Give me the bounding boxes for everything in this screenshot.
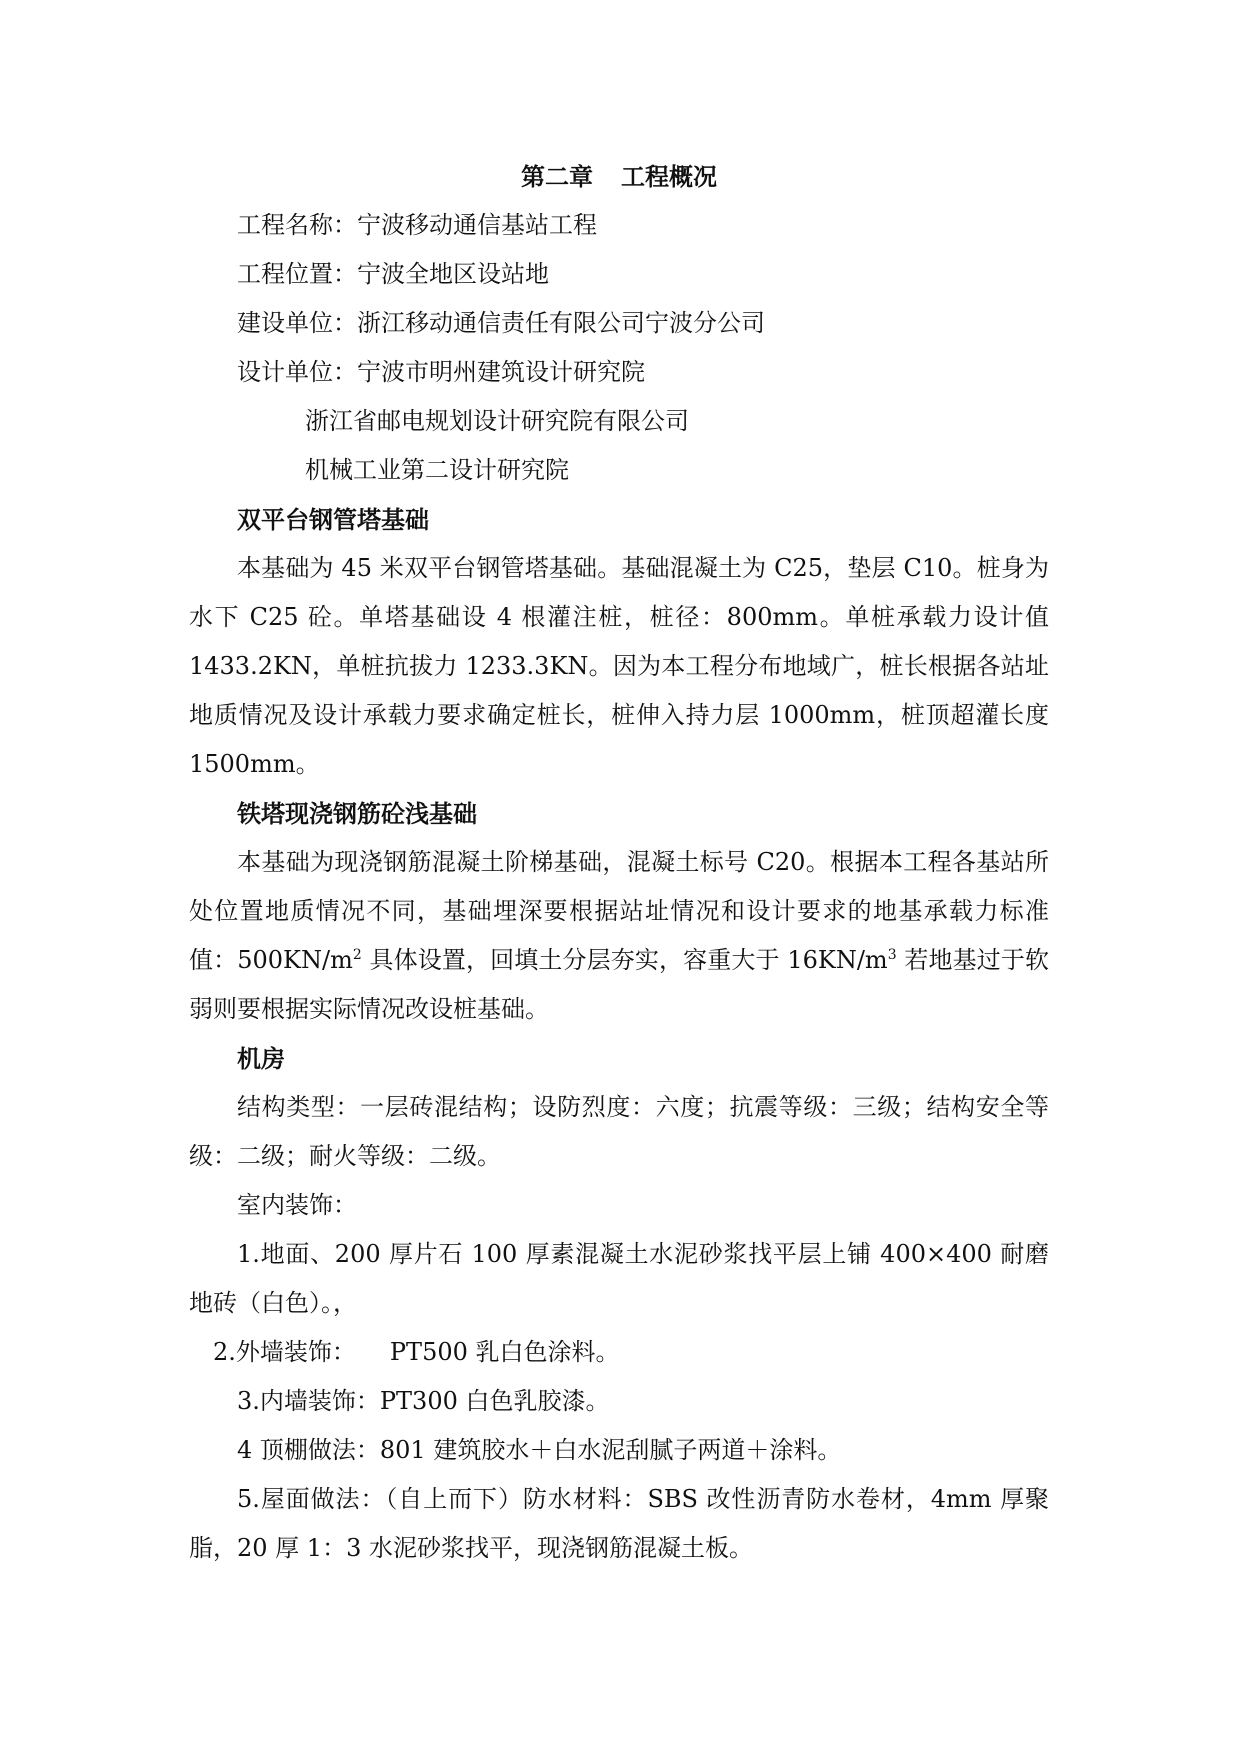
interior-item-3: 3.内墙装饰：PT300 白色乳胶漆。 [237, 1387, 610, 1415]
structure-info: 结构类型：一层砖混结构；设防烈度：六度；抗震等级：三级；结构安全等级：二级；耐火等级：二级。 [189, 1093, 1049, 1170]
section-heading-steel-tower: 双平台钢管塔基础 [237, 505, 429, 534]
section-heading-machine-room: 机房 [237, 1044, 285, 1073]
superscript-2: 2 [352, 947, 362, 963]
design-unit: 设计单位：宁波市明州建筑设计研究院 [237, 358, 645, 386]
project-name: 工程名称：宁波移动通信基站工程 [237, 211, 597, 239]
section-body-shallow-foundation [189, 838, 1049, 1034]
interior-item-5: 5.屋面做法：（自上而下）防水材料：SBS 改性沥青防水卷材，4mm 厚聚脂，20 厚 1：3 水泥砂浆找平，现浇钢筋混凝土板。 [189, 1485, 1049, 1562]
chapter-title [189, 152, 1049, 201]
design-unit-3: 机械工业第二设计研究院 [305, 456, 569, 484]
superscript-3: 3 [887, 947, 897, 963]
body-part-1: 本基础为现浇钢筋混凝土阶梯基础，混凝土标号 C20。根据本工程各基站所处位置地质情况不同，基础埋深要根据站址情况和设计要求的地基承载力标准值：500KN/m [189, 848, 1049, 974]
project-location: 工程位置：宁波全地区设站地 [237, 260, 549, 288]
body-part-3: 若地基过于软弱则要根据实际情况改设桩基础。 [189, 946, 1049, 1023]
interior-label: 室内装饰： [237, 1191, 357, 1219]
document-body [189, 152, 1049, 1573]
chapter-number: 第二章 [521, 162, 593, 191]
interior-item-1: 1.地面、200 厚片石 100 厚素混凝土水泥砂浆找平层上铺 400×400 耐磨地砖（白色）。， [189, 1240, 1049, 1317]
body-part-2: 具体设置，回填土分层夯实，容重大于 16KN/m [361, 946, 888, 974]
item-2-label: 2.外墙装饰： [213, 1338, 356, 1366]
design-unit-2: 浙江省邮电规划设计研究院有限公司 [305, 407, 689, 435]
section-body-steel-tower: 本基础为 45 米双平台钢管塔基础。基础混凝土为 C25，垫层 C10。桩身为水下 C25 砼。单塔基础设 4 根灌注桩，桩径：800mm。单桩承载力设计值 1433.2KN，单桩抗拔力 1233.3KN。因为本工程分布地域广，桩长根据各站址地质情况及设计承载力要求确定桩长，桩伸入持力层 1000mm，桩顶超灌长度 1500mm。 [189, 554, 1049, 778]
interior-item-2 [189, 1328, 1049, 1377]
item-2-value: PT500 乳白色涂料。 [389, 1338, 620, 1366]
interior-item-4: 4 顶棚做法：801 建筑胶水＋白水泥刮腻子两道＋涂料。 [237, 1436, 842, 1464]
chapter-name: 工程概况 [621, 162, 717, 191]
section-heading-shallow-foundation: 铁塔现浇钢筋砼浅基础 [237, 799, 477, 828]
construction-unit: 建设单位：浙江移动通信责任有限公司宁波分公司 [237, 309, 765, 337]
